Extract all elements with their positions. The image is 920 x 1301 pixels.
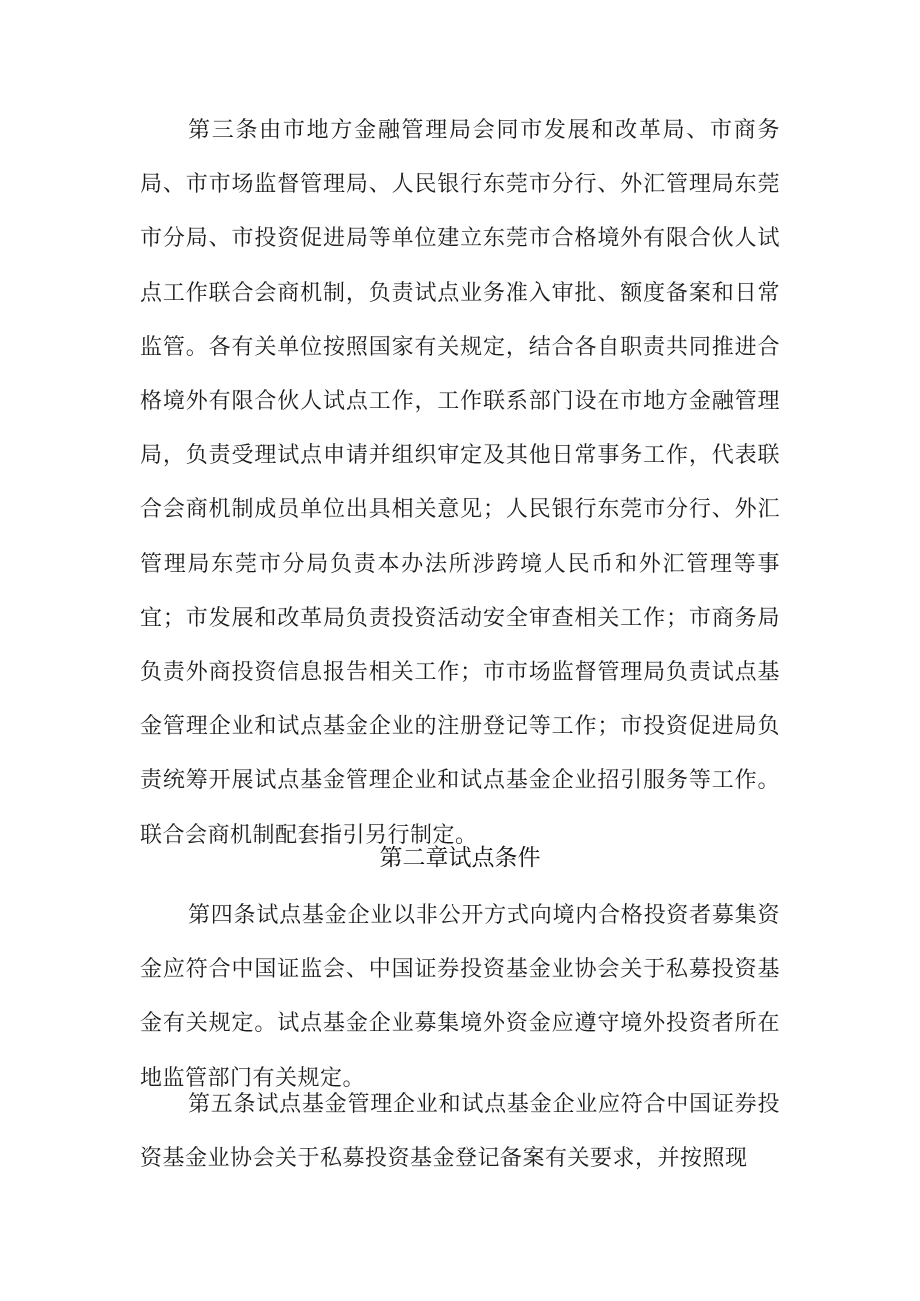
article-5-paragraph: 第五条试点基金管理企业和试点基金企业应符合中国证券投资基金业协会关于私募投资基金登记备案有关要求，并按照现 xyxy=(140,1092,780,1172)
chapter-2-heading: 第二章试点条件 xyxy=(379,845,541,871)
article-4-paragraph: 第四条试点基金企业以非公开方式向境内合格投资者募集资金应符合中国证监会、中国证券投资基金业协会关于私募投资基金有关规定。试点基金企业募集境外资金应遵守境外投资者所在地监管部门有关规定。 xyxy=(140,903,780,1091)
article-3-paragraph: 第三条由市地方金融管理局会同市发展和改革局、市商务局、市市场监督管理局、人民银行东莞市分行、外汇管理局东莞市分局、市投资促进局等单位建立东莞市合格境外有限合伙人试点工作联合会商机制，负责试点业务准入审批、额度备案和日常监管。各有关单位按照国家有关规定，结合各自职责共同推进合格境外有限合伙人试点工作，工作联系部门设在市地方金融管理局，负责受理试点申请并组织审定及其他日常事务工作，代表联合会商机制成员单位出具相关意见；人民银行东莞市分行、外汇管理局东莞市分局负责本办法所涉跨境人民币和外汇管理等事宜；市发展和改革局负责投资活动安全审查相关工作；市商务局负责外商投资信息报告相关工作；市市场监督管理局负责试点基金管理企业和试点基金企业的注册登记等工作；市投资促进局负责统筹开展试点基金管理企业和试点基金企业招引服务等工作。联合会商机制配套指引另行制定。 xyxy=(140,118,780,848)
